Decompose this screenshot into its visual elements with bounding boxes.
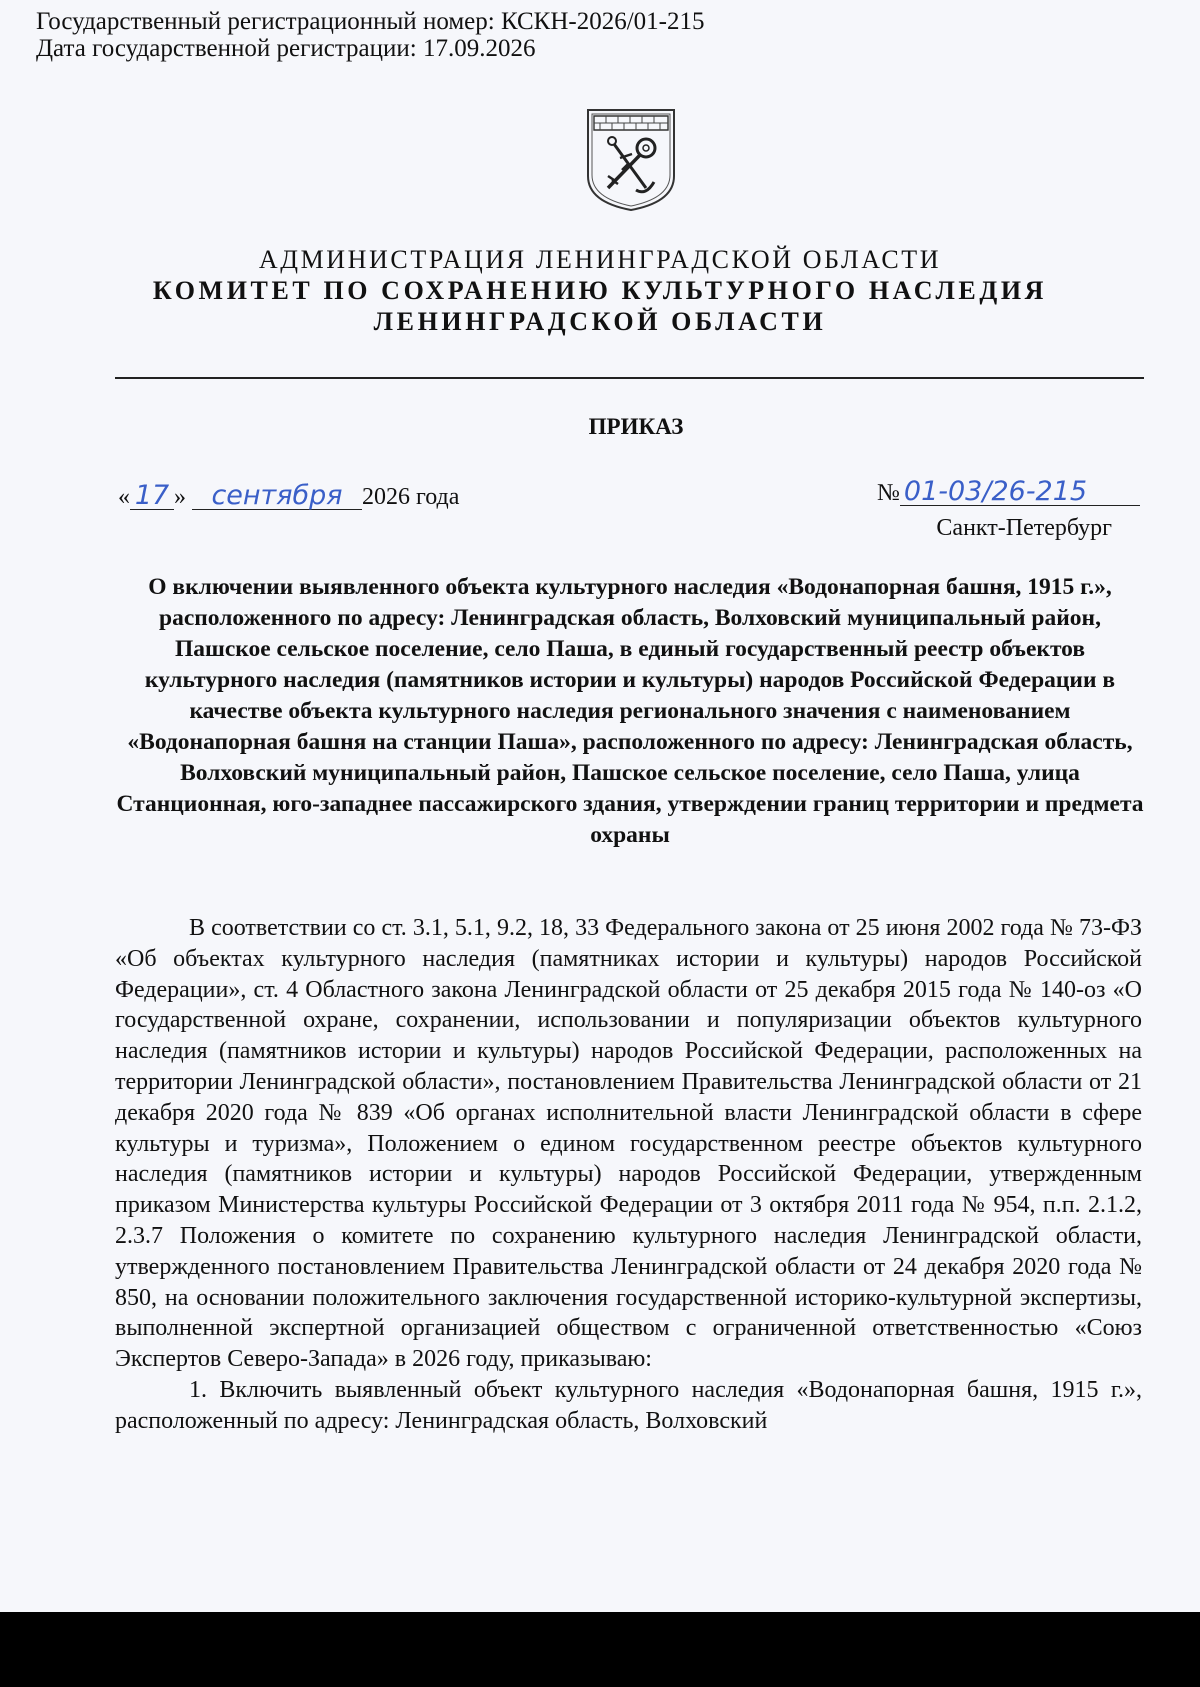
scan-border xyxy=(0,1612,1200,1687)
order-date xyxy=(118,480,460,511)
order-body xyxy=(115,913,1142,1437)
date-year: 2026 года xyxy=(362,484,460,510)
date-close-quote: » xyxy=(174,484,186,510)
header-divider xyxy=(115,377,1144,379)
order-number xyxy=(877,476,1140,507)
body-paragraph-item-1: 1. Включить выявленный объект культурного наследия «Водонапорная башня, 1915 г.», расположенный по адресу: Ленинградская область, Волховский xyxy=(115,1376,1142,1434)
committee-name-line2: ЛЕНИНГРАДСКОЙ ОБЛАСТИ xyxy=(373,307,827,336)
order-number-handwritten: 01-03/26-215 xyxy=(900,479,1140,506)
date-month-handwritten: сентября xyxy=(192,483,362,510)
committee-name-line1: КОМИТЕТ ПО СОХРАНЕНИЮ КУЛЬТУРНОГО НАСЛЕДИЯ xyxy=(152,276,1048,305)
registration-header xyxy=(36,8,705,62)
registration-date: Дата государственной регистрации: 17.09.2026 xyxy=(36,35,536,62)
document-type-title: ПРИКАЗ xyxy=(588,414,684,439)
administration-name: АДМИНИСТРАЦИЯ ЛЕНИНГРАДСКОЙ ОБЛАСТИ xyxy=(258,245,942,274)
registration-number: Государственный регистрационный номер: КСКН-2026/01-215 xyxy=(36,8,705,35)
coat-of-arms-icon xyxy=(584,106,678,214)
city-name: Санкт-Петербург xyxy=(936,515,1112,541)
date-open-quote: « xyxy=(118,484,130,510)
date-day-handwritten: 17 xyxy=(130,483,174,510)
order-subject: О включении выявленного объекта культурного наследия «Водонапорная башня, 1915 г.», расположенного по адресу: Ленинградская область, Волховский муниципальный район, Пашское сельское поселение, село Паша, в единый государственный реестр объектов культурного наследия (памятников истории и культуры) народов Российской Федерации в качестве объекта культурного наследия регионального значения с наименованием «Водонапорная башня на станции Паша», расположенного по адресу: Ленинградская область, Волховский муниципальный район, Пашское сельское поселение, село Паша, улица Станционная, юго-западнее пассажирского здания, утверждении границ территории и предмета охраны xyxy=(116,574,1144,848)
body-paragraph-preamble: В соответствии со ст. 3.1, 5.1, 9.2, 18, 33 Федерального закона от 25 июня 2002 года № 73-ФЗ «Об объектах культурного наследия (памятниках истории и культуры) народов Российской Федерации», ст. 4 Областного закона Ленинградской области от 25 декабря 2015 года № 140-оз «О государственной охране, сохранении, использовании и популяризации объектов культурного наследия (памятников истории и культуры) народов Российской Федерации, расположенных на территории Ленинградской области», постановлением Правительства Ленинградской области от 21 декабря 2020 года № 839 «Об органах исполнительной власти Ленинградской области в сфере культуры и туризма», Положением о едином государственном реестре объектов культурного наследия (памятников истории и культуры) народов Российской Федерации, утвержденным приказом Министерства культуры Российской Федерации от 3 октября 2011 года № 954, п.п. 2.1.2, 2.3.7 Положения о комитете по сохранению культурного наследия Ленинградской области, утвержденного постановлением Правительства Ленинградской области от 24 декабря 2020 года № 850, на основании положительного заключения государственной историко-культурной экспертизы, выполненной экспертной организацией обществом с ограниченной ответственностью «Союз Экспертов Северо-Запада» в 2026 году, приказываю: xyxy=(115,915,1142,1373)
organization-header xyxy=(0,244,1200,337)
number-sign: № xyxy=(877,480,900,506)
